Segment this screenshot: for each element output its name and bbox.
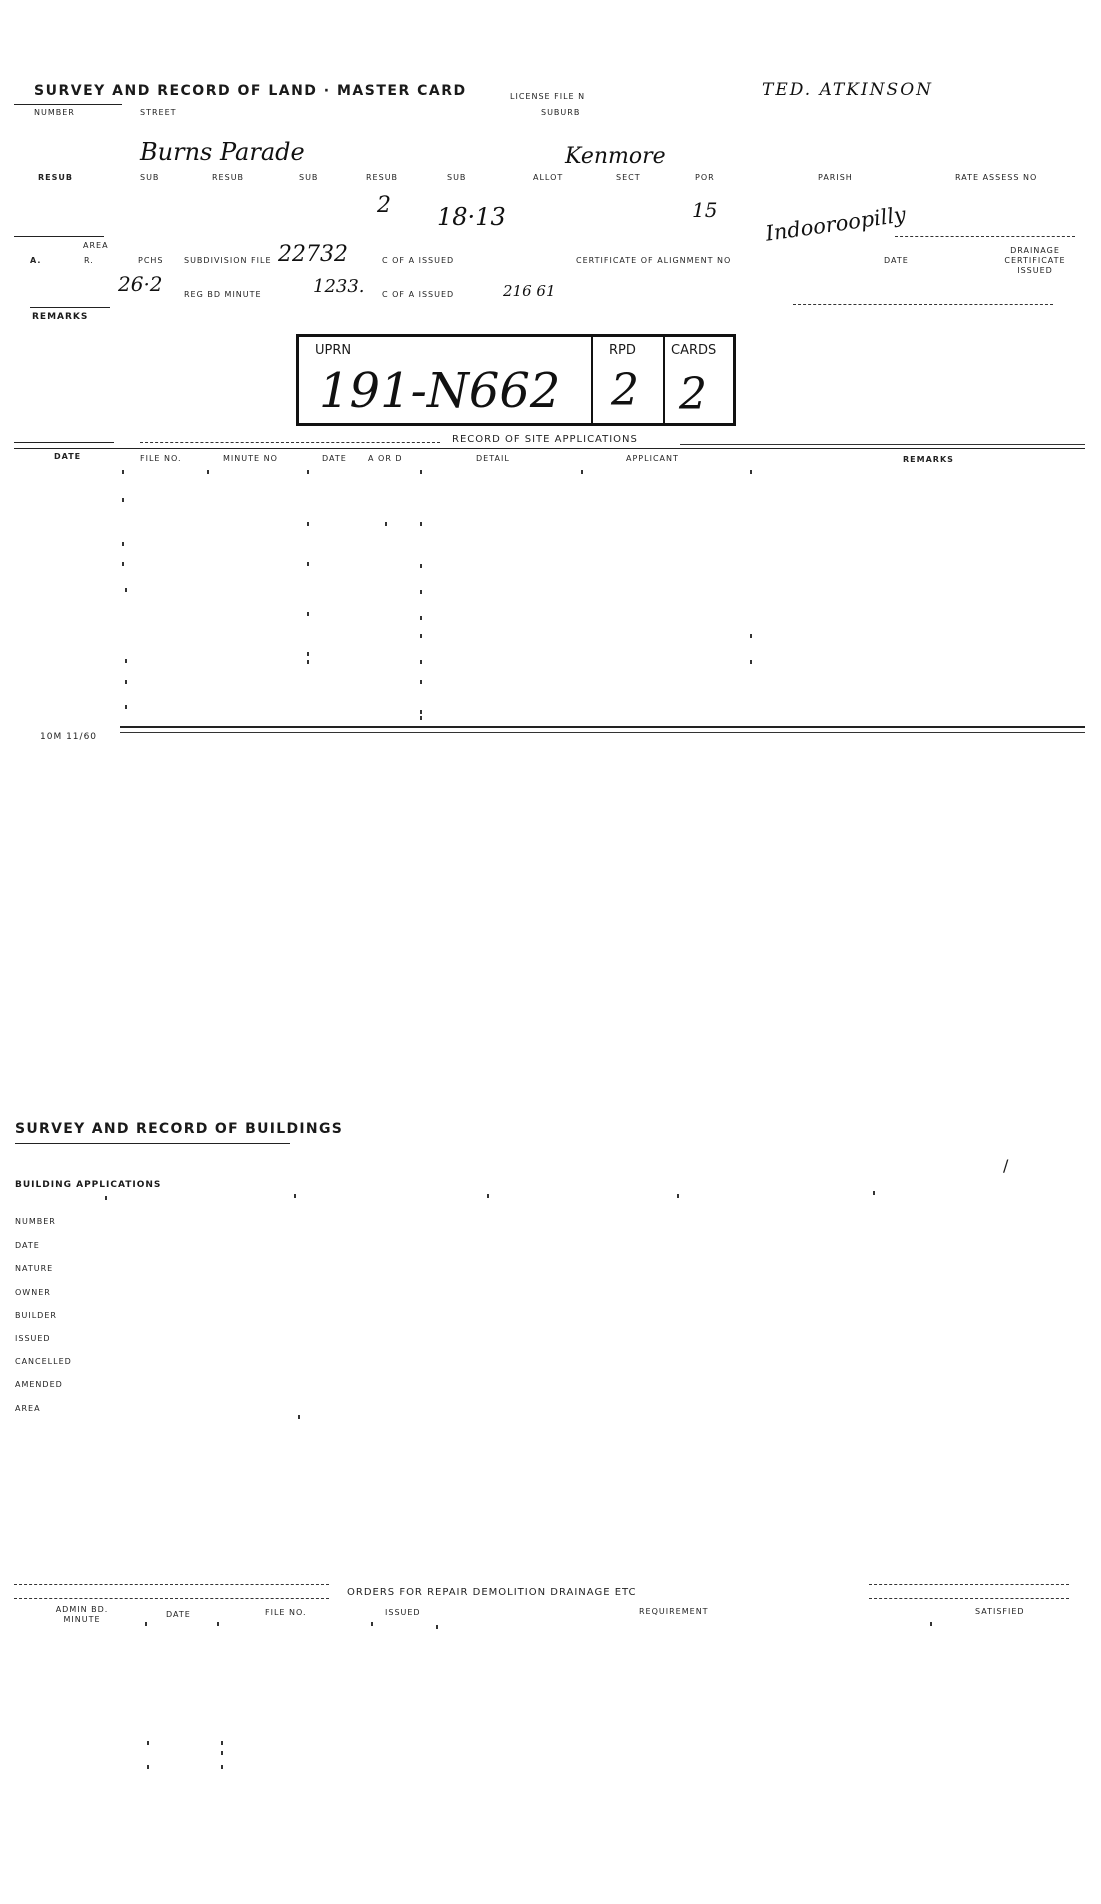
rpd-value: 2 — [611, 365, 639, 416]
orders-col-requirement: REQUIREMENT — [639, 1607, 709, 1616]
site-col-applicant: APPLICANT — [626, 454, 679, 463]
land-card-title: SURVEY AND RECORD OF LAND · MASTER CARD — [34, 83, 467, 99]
uprn-box — [296, 334, 736, 426]
handwritten-street: Burns Parade — [140, 138, 305, 166]
site-col-file-no: FILE NO. — [140, 454, 182, 463]
site-col-detail: DETAIL — [476, 454, 510, 463]
handwritten-allot: 2 — [377, 193, 391, 218]
sub-label: SUB — [299, 173, 319, 182]
acres-label: A. — [30, 256, 42, 265]
orders-title: ORDERS FOR REPAIR DEMOLITION DRAINAGE ETC — [347, 1587, 637, 1598]
handwritten-por: 15 — [692, 198, 718, 222]
c-of-a-issued-label: C OF A ISSUED — [382, 256, 455, 265]
roods-label: R. — [84, 256, 94, 265]
site-col-a-or-d: A OR D — [368, 454, 403, 463]
resub-label: RESUB — [212, 173, 245, 182]
orders-col-date: DATE — [166, 1610, 191, 1619]
sub-label: SUB — [140, 173, 160, 182]
drainage-certificate-label: DRAINAGE CERTIFICATE ISSUED — [1004, 246, 1066, 275]
cards-value: 2 — [679, 369, 707, 420]
sub-label: SUB — [447, 173, 467, 182]
subdivision-file-label: SUBDIVISION FILE — [184, 256, 272, 265]
parish-label: PARISH — [818, 173, 853, 182]
orders-col-admin-minute: ADMIN BD. MINUTE — [55, 1605, 109, 1624]
site-col-remarks: REMARKS — [903, 455, 954, 464]
license-file-label: LICENSE FILE N — [510, 92, 586, 101]
handwritten-subdivision-file: 22732 — [278, 242, 348, 267]
por-label: POR — [695, 173, 715, 182]
street-label: STREET — [140, 108, 177, 117]
rpd-label: RPD — [609, 343, 636, 358]
number-label: NUMBER — [34, 108, 75, 117]
site-col-date-2: DATE — [322, 454, 347, 463]
buildings-title: SURVEY AND RECORD OF BUILDINGS — [15, 1121, 344, 1137]
orders-col-issued: ISSUED — [385, 1608, 421, 1617]
c-of-a-issued-label-2: C OF A ISSUED — [382, 290, 455, 299]
building-row-cancelled: CANCELLED — [15, 1357, 72, 1366]
stray-mark: / — [1003, 1156, 1009, 1175]
orders-col-satisfied: SATISFIED — [975, 1607, 1025, 1616]
building-row-issued: ISSUED — [15, 1334, 51, 1343]
building-row-date: DATE — [15, 1241, 40, 1250]
area-label: AREA — [83, 241, 109, 250]
site-col-minute-no: MINUTE NO — [223, 454, 278, 463]
remarks-label: REMARKS — [32, 312, 89, 322]
site-applications-title: RECORD OF SITE APPLICATIONS — [452, 434, 638, 445]
uprn-label: UPRN — [315, 343, 352, 358]
sect-label: SECT — [616, 173, 641, 182]
date-label: DATE — [884, 256, 909, 265]
building-row-builder: BUILDER — [15, 1311, 57, 1320]
handwritten-minute: 1233. — [313, 276, 365, 297]
cards-label: CARDS — [671, 343, 717, 358]
handwritten-area: 26·2 — [118, 272, 163, 296]
handwritten-suburb: Kenmore — [565, 144, 666, 169]
certificate-alignment-label: CERTIFICATE OF ALIGNMENT NO — [576, 256, 732, 265]
suburb-label: SUBURB — [541, 108, 581, 117]
site-col-date: DATE — [54, 452, 82, 461]
handwritten-owner-name: TED. ATKINSON — [762, 80, 934, 100]
handwritten-parish: Indooroopilly — [764, 202, 908, 246]
building-row-number: NUMBER — [15, 1217, 56, 1226]
building-applications-label: BUILDING APPLICATIONS — [15, 1180, 162, 1190]
reg-bd-minute-label: REG BD MINUTE — [184, 290, 262, 299]
perches-label: PCHS — [138, 256, 164, 265]
building-row-amended: AMENDED — [15, 1380, 63, 1389]
resub-label: RESUB — [38, 173, 73, 182]
building-row-owner: OWNER — [15, 1288, 51, 1297]
resub-label: RESUB — [366, 173, 399, 182]
handwritten-sect: 18·13 — [437, 203, 506, 231]
print-code: 10M 11/60 — [40, 732, 98, 742]
rate-assess-label: RATE ASSESS NO — [955, 173, 1038, 182]
handwritten-c-of-a: 216 61 — [503, 282, 556, 300]
uprn-value: 191-N662 — [319, 363, 561, 419]
allot-label: ALLOT — [533, 173, 564, 182]
building-row-nature: NATURE — [15, 1264, 54, 1273]
building-row-area: AREA — [15, 1404, 41, 1413]
orders-col-file-no: FILE NO. — [265, 1608, 307, 1617]
